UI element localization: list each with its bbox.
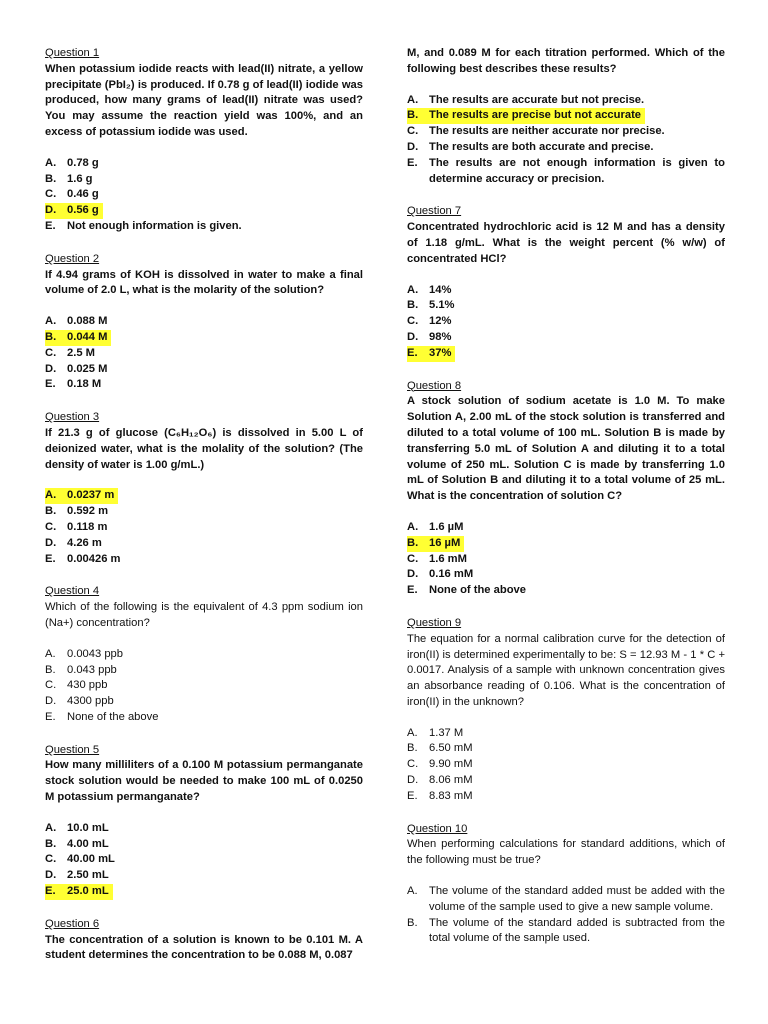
option-text: 98% [429,330,452,343]
question-block-question-10 [407,822,725,948]
question-stem: Concentrated hydrochloric acid is 12 M and has a density of 1.18 g/mL. What is the weight percent (% w/w) of concentrated HCl? [407,221,725,265]
question-title: Question 7 [407,205,462,218]
question-block-question-5 [45,743,363,900]
option-text: 5.1% [429,299,455,312]
option-letter: D. [45,362,57,375]
option-text: 12% [429,315,452,328]
answer-option [407,552,725,568]
question-stem: Which of the following is the equivalent of 4.3 ppm sodium ion (Na+) concentration? [45,601,363,629]
question-block-question-6 [45,917,363,964]
answer-option [45,330,363,346]
option-letter: D. [45,204,57,217]
option-text: 0.025 M [67,362,108,375]
question-block-continued [407,46,725,187]
option-letter: B. [45,505,57,518]
option-letter: D. [407,774,419,787]
option-text: 9.90 mM [429,758,473,771]
option-letter: C. [45,346,57,359]
option-text: The volume of the standard added is subtracted from the total volume of the sample used. [429,916,725,945]
answer-option [45,852,363,868]
option-letter: A. [45,156,57,169]
option-text: 0.78 g [67,156,99,169]
question-stem: How many milliliters of a 0.100 M potassium permanganate stock solution would be needed to make 100 mL of 0.0250 M potassium permanganate? [45,759,363,804]
option-text: 430 ppb [67,679,108,692]
answer-option [45,504,363,520]
answer-option [407,140,725,156]
answer-option [45,663,363,679]
question-block-question-4 [45,584,363,725]
answer-option [407,773,725,789]
option-text: 1.37 M [429,726,464,739]
answer-options [45,488,363,567]
option-text: 37% [429,346,452,359]
answer-option [45,488,363,504]
option-text: The results are precise but not accurate [429,109,642,122]
question-title: Question 3 [45,411,100,424]
question-block-question-2 [45,252,363,393]
answer-option [407,520,725,536]
option-text: 0.0237 m [67,489,115,502]
option-letter: A. [45,315,57,328]
answer-option [407,741,725,757]
option-text: None of the above [429,584,526,597]
option-text: 2.50 mL [67,869,109,882]
highlighted-answer [407,346,455,362]
answer-option [407,314,725,330]
option-letter: A. [407,726,418,739]
question-stem: If 21.3 g of glucose (C₆H₁₂O₆) is dissolved in 5.00 L of deionized water, what is the molality of the solution? (The density of water is 1.00 g/mL.) [45,426,363,471]
option-text: The results are both accurate and precise. [429,140,654,153]
option-letter: B. [407,536,419,549]
option-letter: A. [45,647,56,660]
answer-option [45,647,363,663]
highlighted-answer [407,108,645,124]
option-letter: C. [407,125,419,138]
option-text: 0.56 g [67,204,99,217]
option-text: 6.50 mM [429,742,473,755]
answer-options [45,647,363,726]
option-text: 0.18 M [67,378,102,391]
option-letter: E. [407,346,418,359]
option-letter: C. [45,188,57,201]
question-title: Question 8 [407,379,462,392]
answer-option [45,203,363,219]
question-stem: The equation for a normal calibration curve for the detection of iron(II) is determined experimentally to be: S = 12.93 M - 1 * C + 0.0017. Analysis of a sample with unknown concentration gives an absorbance reading of 0.106. What is the concentration of iron(II) in the unknown? [407,632,725,708]
answer-option [45,536,363,552]
answer-option [45,346,363,362]
answer-option [45,694,363,710]
highlighted-answer [45,488,118,504]
option-text: None of the above [67,710,159,723]
option-text: 4300 ppb [67,695,114,708]
option-text: 0.043 ppb [67,663,117,676]
question-block-question-9 [407,616,725,805]
option-letter: A. [407,283,419,296]
option-letter: A. [407,520,419,533]
answer-options [45,156,363,235]
option-letter: E. [45,885,56,898]
option-letter: D. [45,536,57,549]
option-letter: E. [45,710,56,723]
answer-options [45,314,363,393]
option-letter: D. [45,869,57,882]
answer-option [407,916,725,948]
answer-option [45,172,363,188]
option-text: 0.46 g [67,188,99,201]
answer-option [407,567,725,583]
question-title: Question 4 [45,585,100,598]
answer-option [407,108,725,124]
question-block-question-3 [45,410,363,567]
option-letter: E. [407,584,418,597]
question-title: Question 10 [407,822,468,835]
answer-options [407,884,725,947]
option-letter: A. [45,821,57,834]
option-letter: E. [45,378,56,391]
answer-option [45,156,363,172]
option-text: 8.06 mM [429,774,473,787]
question-stem: When potassium iodide reacts with lead(II) nitrate, a yellow precipitate (PbI₂) is produced. If 0.78 g of lead(II) iodide was produced, how many grams of lead(II) nitrate was used? You may assume the reaction yield was 100%, and an excess of potassium iodide was used. [45,62,363,138]
option-letter: A. [407,885,418,898]
answer-option [45,219,363,235]
option-letter: E. [45,219,56,232]
answer-option [407,93,725,109]
option-text: 40.00 mL [67,853,115,866]
answer-option [45,552,363,568]
question-stem: The concentration of a solution is known to be 0.101 M. A student determines the concentration to be 0.088 M, 0.087 [45,933,363,962]
answer-option [45,187,363,203]
option-text: 0.118 m [67,520,108,533]
question-stem: A stock solution of sodium acetate is 1.0 M. To make Solution A, 2.00 mL of the stock solution is transferred and diluted to a total volume of 100 mL. Solution B is made by transferring 5.0 mL of Solution A and diluting it to a total volume of 250 mL. Solution C is made by transferring 1.0 mL of Solution B and diluting it to a total volume of 25 mL. What is the concentration of solution C? [407,395,725,503]
answer-option [45,377,363,393]
answer-option [45,868,363,884]
option-letter: B. [407,742,418,755]
question-block-question-8 [407,379,725,599]
option-text: 14% [429,283,452,296]
answer-option [407,726,725,742]
question-title: Question 5 [45,743,100,756]
answer-option [45,314,363,330]
answer-option [45,678,363,694]
option-letter: C. [407,315,419,328]
option-letter: C. [45,520,57,533]
option-letter: C. [45,853,57,866]
answer-option [45,821,363,837]
option-letter: B. [45,663,56,676]
option-text: 0.00426 m [67,552,121,565]
question-stem: When performing calculations for standard additions, which of the following must be true? [407,838,725,867]
highlighted-answer [45,884,113,900]
answer-option [407,124,725,140]
answer-options [407,520,725,599]
option-letter: E. [45,552,56,565]
option-text: 1.6 µM [429,520,464,533]
option-text: 4.26 m [67,536,102,549]
option-letter: C. [407,552,419,565]
question-title: Question 1 [45,47,100,59]
answer-option [45,520,363,536]
option-letter: A. [407,93,419,106]
option-letter: C. [45,679,57,692]
answer-option [407,346,725,362]
option-text: 4.00 mL [67,837,109,850]
option-text: 0.16 mM [429,568,474,581]
answer-option [407,789,725,805]
answer-option [45,710,363,726]
option-text: 0.088 M [67,315,108,328]
left-column [45,46,363,981]
answer-option [45,837,363,853]
answer-options [45,821,363,900]
answer-option [45,362,363,378]
highlighted-answer [45,203,103,219]
option-letter: D. [407,330,419,343]
option-text: 1.6 g [67,172,93,185]
answer-option [407,757,725,773]
answer-options [407,726,725,805]
answer-option [407,283,725,299]
highlighted-answer [407,536,464,552]
option-letter: B. [45,172,57,185]
option-text: The results are not enough information is given to determine accuracy or precision. [429,156,725,185]
answer-option [407,298,725,314]
option-letter: D. [45,695,57,708]
question-stem: If 4.94 grams of KOH is dissolved in water to make a final volume of 2.0 L, what is the molarity of the solution? [45,268,363,297]
option-text: The volume of the standard added must be added with the volume of the sample used to give a new sample volume. [429,885,725,913]
option-text: 10.0 mL [67,821,109,834]
question-title: Question 2 [45,252,100,265]
option-letter: A. [45,489,57,502]
answer-option [407,884,725,916]
option-letter: C. [407,758,419,771]
option-letter: B. [407,109,419,122]
option-text: 16 µM [429,536,461,549]
question-title: Question 9 [407,616,462,629]
option-text: 0.044 M [67,330,108,343]
answer-option [407,156,725,188]
answer-option [45,884,363,900]
option-letter: E. [407,789,418,802]
option-letter: D. [407,140,419,153]
option-text: 8.83 mM [429,789,473,802]
option-letter: B. [407,299,419,312]
option-text: The results are accurate but not precise. [429,93,645,106]
highlighted-answer [45,330,111,346]
answer-option [407,330,725,346]
option-text: 2.5 M [67,346,95,359]
option-text: Not enough information is given. [67,219,242,232]
option-letter: B. [407,916,418,929]
question-block-question-1 [45,46,363,235]
option-text: 0.0043 ppb [67,647,123,660]
option-text: 0.592 m [67,505,109,518]
option-letter: B. [45,837,57,850]
question-title: Question 6 [45,917,100,930]
option-text: The results are neither accurate nor precise. [429,125,665,138]
right-column [407,46,725,964]
option-text: 1.6 mM [429,552,467,565]
answer-option [407,536,725,552]
answer-option [407,583,725,599]
question-block-question-7 [407,204,725,361]
option-letter: B. [45,330,57,343]
option-letter: E. [407,156,418,169]
answer-options [407,93,725,188]
option-letter: D. [407,568,419,581]
option-text: 25.0 mL [67,885,109,898]
answer-options [407,283,725,362]
question-stem: M, and 0.089 M for each titration performed. Which of the following best describes these results? [407,47,725,75]
